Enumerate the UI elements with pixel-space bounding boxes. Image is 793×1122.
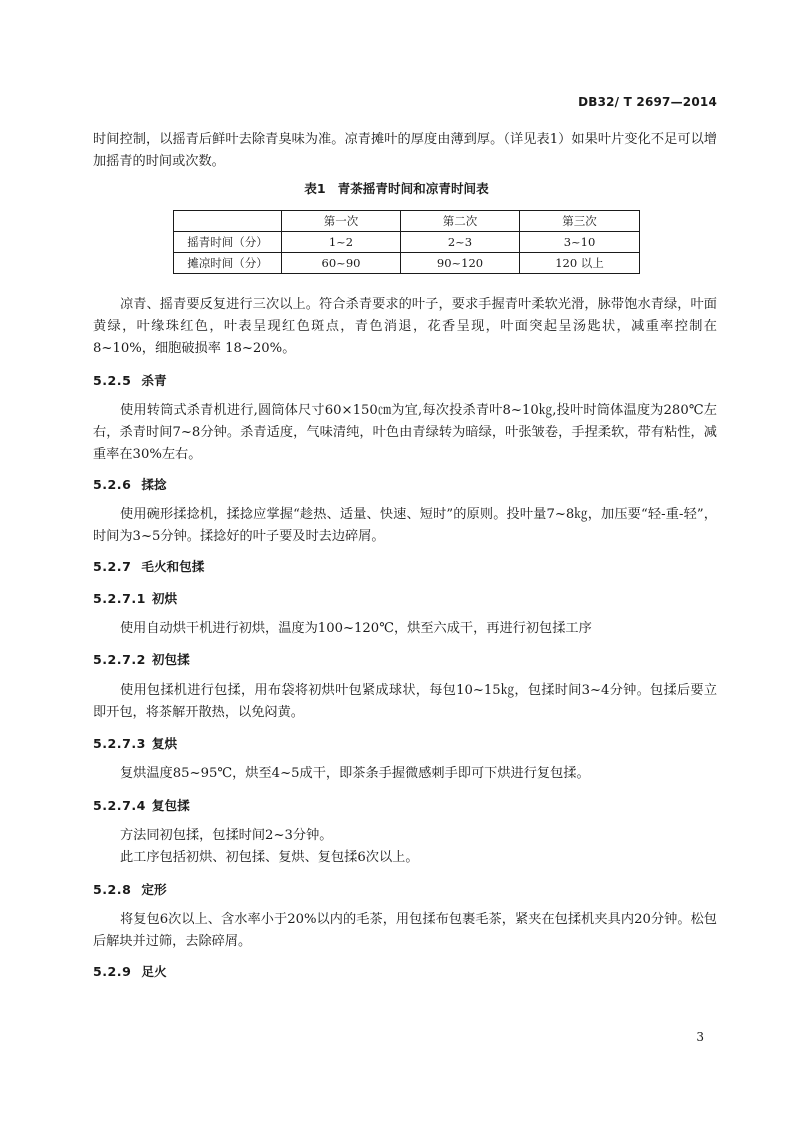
heading-5-2-7 — [93, 558, 204, 576]
table-row — [174, 253, 640, 274]
heading-5-2-7-1 — [93, 590, 177, 608]
heading-5-2-8 — [93, 881, 167, 899]
section-title: 复烘 — [151, 736, 178, 751]
paragraph-5-2-7-2: 使用包揉机进行包揉，用布袋将初烘叶包紧成球状，每包10~15㎏，包揉时间3~4分钟。包揉后要立即开包，将茶解开散热，以免闷黄。 — [93, 683, 718, 720]
heading-5-2-7-4 — [93, 797, 190, 815]
table-cell: 1~2 — [282, 232, 401, 253]
section-title: 初包揉 — [151, 652, 190, 667]
heading-5-2-5 — [93, 372, 167, 390]
section-number: 5.2.7.1 — [93, 591, 146, 606]
section-number: 5.2.7.3 — [93, 736, 146, 751]
table-header-cell: 第二次 — [401, 211, 520, 232]
section-title: 初烘 — [151, 591, 178, 606]
intro-paragraph: 时间控制，以摇青后鲜叶去除青臭味为准。凉青摊叶的厚度由薄到厚。（详见表1）如果叶片变化不足可以增加摇青的时间或次数。 — [93, 132, 717, 169]
paragraph-5-2-7-4-line1: 方法同初包揉，包揉时间2~3分钟。 — [120, 828, 333, 843]
table-number: 表1 — [304, 181, 326, 196]
shaking-cooling-time-table — [173, 210, 640, 274]
table-title: 青茶摇青时间和凉青时间表 — [337, 181, 489, 196]
table-header-cell: 第一次 — [282, 211, 401, 232]
paragraph-5-2-7-3: 复烘温度85~95℃，烘至4~5成干，即茶条手握微感刺手即可下烘进行复包揉。 — [120, 766, 590, 781]
paragraph-5-2-8: 将复包6次以上、含水率小于20%以内的毛茶，用包揉布包裹毛茶，紧夹在包揉机夹具内20分钟。松包后解块并过筛，去除碎屑。 — [93, 912, 717, 949]
table-cell: 120 以上 — [520, 253, 640, 274]
table-cell: 60~90 — [282, 253, 401, 274]
section-number: 5.2.9 — [93, 964, 132, 979]
section-title: 足火 — [141, 964, 167, 979]
section-number: 5.2.8 — [93, 882, 132, 897]
paragraph-after-table: 凉青、摇青要反复进行三次以上。符合杀青要求的叶子，要求手握青叶柔软光滑，脉带饱水青绿，叶面黄绿，叶缘珠红色，叶表呈现红色斑点，青色消退，花香呈现，叶面突起呈汤匙状，减重率控制在8~10%，细胞破损率 18~20%。 — [93, 297, 717, 356]
heading-5-2-9 — [93, 963, 167, 981]
paragraph-5-2-7-1: 使用自动烘干机进行初烘，温度为100~120℃，烘至六成干，再进行初包揉工序 — [120, 621, 592, 636]
heading-5-2-6 — [93, 476, 167, 494]
section-number: 5.2.7.2 — [93, 652, 146, 667]
table-cell: 2~3 — [401, 232, 520, 253]
table-cell: 摇青时间（分） — [174, 232, 282, 253]
section-number: 5.2.7 — [93, 559, 132, 574]
paragraph-5-2-5: 使用转筒式杀青机进行,圆筒体尺寸60×150㎝为宜,每次投杀青叶8~10㎏,投叶时筒体温度为280℃左右，杀青时间7~8分钟。杀青适度，气味清纯，叶色由青绿转为暗绿，叶张皱卷，手捏柔软，带有粘性，减重率在30%左右。 — [93, 403, 717, 462]
table-caption — [0, 180, 793, 198]
table-header-cell: 第三次 — [520, 211, 640, 232]
section-number: 5.2.6 — [93, 477, 132, 492]
document-code: DB32/ T 2697—2014 — [578, 95, 717, 109]
paragraph-5-2-7-4-line2: 此工序包括初烘、初包揉、复烘、复包揉6次以上。 — [120, 850, 419, 865]
paragraph-5-2-6: 使用碗形揉捻机，揉捻应掌握“趁热、适量、快速、短时”的原则。投叶量7~8㎏，加压要“轻-重-轻”，时间为3~5分钟。揉捻好的叶子要及时去边碎屑。 — [93, 507, 717, 544]
section-title: 定形 — [141, 882, 167, 897]
table-header-row — [174, 211, 640, 232]
table-cell: 90~120 — [401, 253, 520, 274]
table-row — [174, 232, 640, 253]
table-cell: 3~10 — [520, 232, 640, 253]
section-title: 复包揉 — [151, 798, 190, 813]
heading-5-2-7-2 — [93, 651, 190, 669]
section-title: 揉捻 — [141, 477, 167, 492]
section-number: 5.2.5 — [93, 373, 132, 388]
section-title: 杀青 — [141, 373, 167, 388]
page-number: 3 — [696, 1030, 704, 1044]
table-header-cell — [174, 211, 282, 232]
section-number: 5.2.7.4 — [93, 798, 146, 813]
table-cell: 摊凉时间（分） — [174, 253, 282, 274]
heading-5-2-7-3 — [93, 735, 177, 753]
section-title: 毛火和包揉 — [141, 559, 205, 574]
